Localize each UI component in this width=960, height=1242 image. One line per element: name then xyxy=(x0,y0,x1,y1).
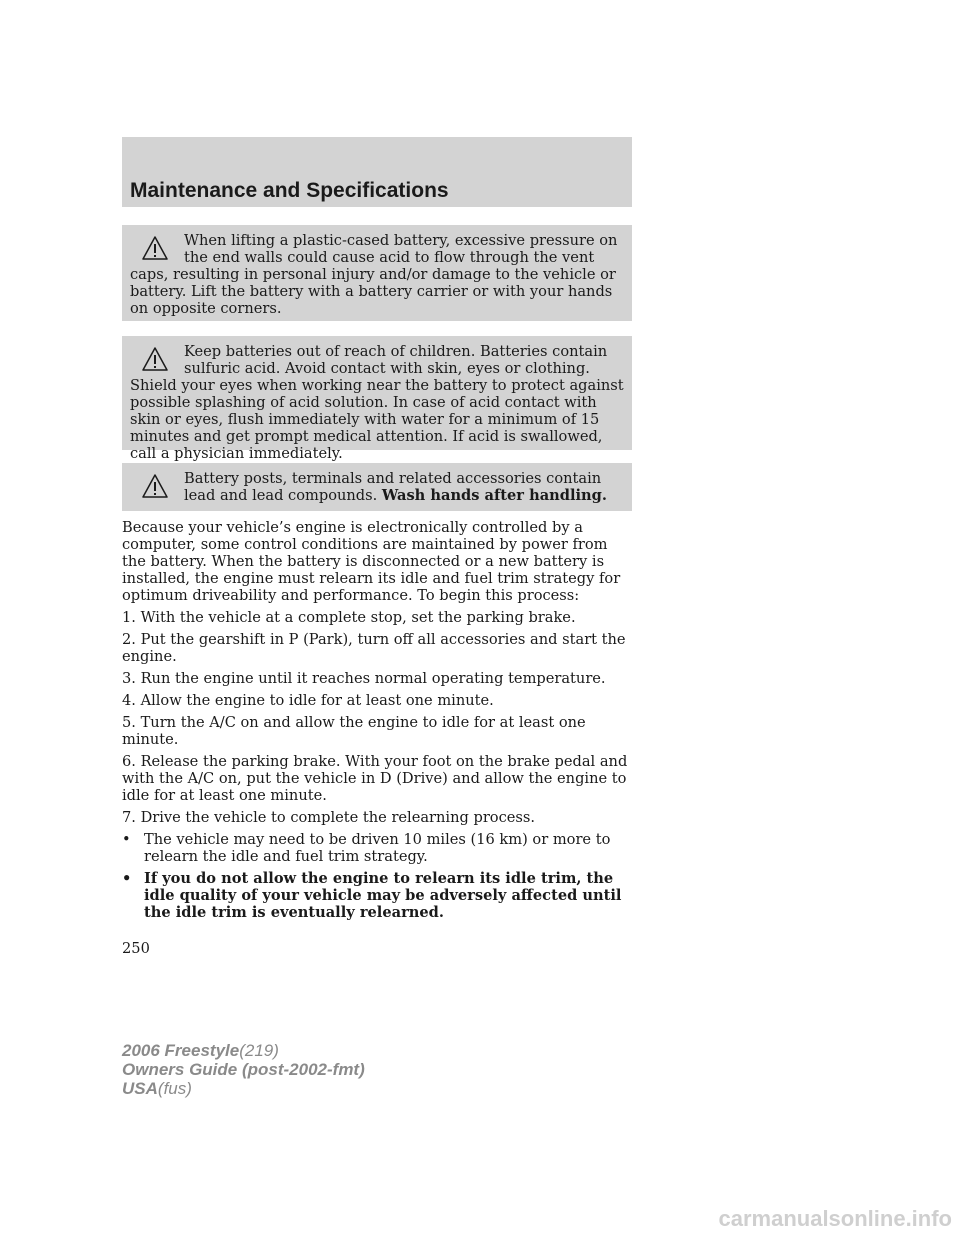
warning-text: When lifting a plastic-cased battery, excessive pressure on the end walls could cause acid to flow through the vent caps, resulting in personal injury and/or damage to the vehicle or battery. Lift the battery with a battery carrier or with your hands on opposite corners. xyxy=(130,232,618,317)
intro-paragraph: Because your vehicle’s engine is electronically controlled by a computer, some control conditions are maintained by power from the battery. When the battery is disconnected or a new battery is installed, the engine must relearn its idle and fuel trim strategy for optimum driveability and performance. To begin this process: xyxy=(122,519,621,604)
step-item: 7. Drive the vehicle to complete the relearning process. xyxy=(122,809,536,826)
footer-region: USA xyxy=(122,1079,158,1098)
section-header xyxy=(122,137,632,207)
bullet-item xyxy=(122,831,634,865)
warning-emphasis: Wash hands after handling. xyxy=(381,487,607,504)
warning-triangle-icon xyxy=(142,474,168,498)
section-title: Maintenance and Specifications xyxy=(130,179,449,202)
step-item: 5. Turn the A/C on and allow the engine to idle for at least one minute. xyxy=(122,714,586,748)
step-item: 1. With the vehicle at a complete stop, set the parking brake. xyxy=(122,609,576,626)
step-item: 6. Release the parking brake. With your foot on the brake pedal and with the A/C on, put the vehicle in D (Drive) and allow the engine to idle for at least one minute. xyxy=(122,753,628,804)
warning-text: Battery posts, terminals and related accessories contain lead and lead compounds. xyxy=(184,470,602,504)
bullet-icon: • xyxy=(122,831,131,848)
footer-guide: Owners Guide (post-2002-fmt) xyxy=(122,1060,365,1079)
footer-model-code: (219) xyxy=(239,1041,279,1060)
warning-box xyxy=(122,463,632,511)
bullet-item xyxy=(122,870,634,921)
step-item: 2. Put the gearshift in P (Park), turn off all accessories and start the engine. xyxy=(122,631,626,665)
warning-box xyxy=(122,336,632,462)
warning-box xyxy=(122,225,632,321)
bullet-text: The vehicle may need to be driven 10 miles (16 km) or more to relearn the idle and fuel trim strategy. xyxy=(144,831,611,865)
warning-text: Keep batteries out of reach of children. Batteries contain sulfuric acid. Avoid contact with skin, eyes or clothing. Shield your eyes when working near the battery to protect against possible splashing of acid solution. In case of acid contact with skin or eyes, flush immediately with water for a minimum of 15 minutes and get prompt medical attention. If acid is swallowed, call a physician immediately. xyxy=(130,343,624,462)
footer-region-code: (fus) xyxy=(157,1079,192,1098)
step-item: 3. Run the engine until it reaches normal operating temperature. xyxy=(122,670,606,687)
page-number: 250 xyxy=(122,940,150,957)
step-item: 4. Allow the engine to idle for at least one minute. xyxy=(122,692,494,709)
body-text xyxy=(122,519,634,926)
bullet-text: If you do not allow the engine to relearn its idle trim, the idle quality of your vehicle may be adversely affected until the idle trim is eventually relearned. xyxy=(144,870,622,921)
warning-triangle-icon xyxy=(142,236,168,260)
watermark: carmanualsonline.info xyxy=(718,1206,952,1231)
warning-triangle-icon xyxy=(142,347,168,371)
footer-model: 2006 Freestyle xyxy=(122,1041,240,1060)
document-footer xyxy=(122,1041,365,1098)
bullet-icon: • xyxy=(122,870,132,887)
